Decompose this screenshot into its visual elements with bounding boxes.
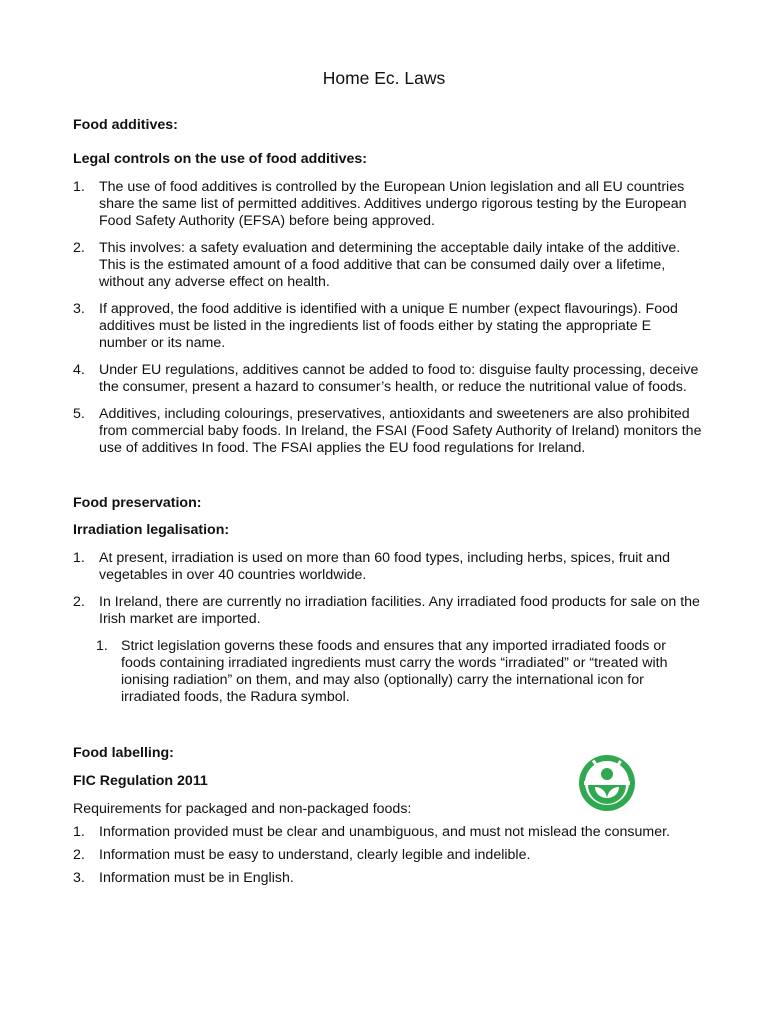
list-number: 1.: [73, 179, 85, 195]
page-title: Home Ec. Laws: [322, 68, 446, 88]
list-number: 1.: [73, 824, 85, 840]
list-number: 2.: [73, 240, 85, 256]
list-item: [73, 638, 703, 706]
list-number: 2.: [73, 594, 85, 610]
additives-list: [73, 179, 703, 457]
list-number: 3.: [73, 870, 85, 886]
preservation-list: [73, 550, 703, 628]
list-text: Information must be in English.: [99, 870, 294, 886]
preservation-sublist: [73, 638, 703, 706]
list-item: [73, 301, 703, 352]
list-text: The use of food additives is controlled by the European Union legislation and all EU countries share the same list of permitted additives. Additives undergo rigorous testing by the European Food Safety Authority (EFSA) before being approved.: [99, 179, 687, 229]
radura-icon: [578, 754, 636, 812]
preservation-subheading: Irradiation legalisation:: [73, 522, 230, 538]
list-number: 5.: [73, 406, 85, 422]
list-item: [73, 824, 703, 841]
list-text: Information must be easy to understand, clearly legible and indelible.: [99, 847, 531, 863]
list-number: 2.: [73, 847, 85, 863]
list-item: [73, 550, 703, 584]
list-text: This involves: a safety evaluation and determining the acceptable daily intake of the additive. This is the estimated amount of a food additive that can be consumed daily over a lifetime, without any adverse effect on health.: [99, 240, 681, 290]
list-number: 3.: [73, 301, 85, 317]
list-text: At present, irradiation is used on more than 60 food types, including herbs, spices, fruit and vegetables in over 40 countries worldwide.: [99, 550, 670, 583]
labelling-heading: Food labelling:: [73, 745, 174, 761]
list-item: [73, 179, 703, 230]
radura-center-dot: [601, 768, 613, 780]
additives-heading: Food additives:: [73, 117, 178, 133]
preservation-heading: Food preservation:: [73, 495, 202, 511]
list-text: In Ireland, there are currently no irradiation facilities. Any irradiated food products for sale on the Irish market are imported.: [99, 594, 700, 627]
list-text: If approved, the food additive is identified with a unique E number (expect flavourings). Food additives must be listed in the ingredients list of foods either by stating the appropriate E number or its name.: [99, 301, 678, 351]
list-number: 1.: [73, 550, 85, 566]
list-number: 1.: [96, 638, 108, 654]
list-text: Under EU regulations, additives cannot be added to food to: disguise faulty processing, deceive the consumer, present a hazard to consumer’s health, or reduce the nutritional value of foods.: [99, 362, 699, 395]
radura-gap: [584, 781, 630, 785]
list-item: [73, 240, 703, 291]
labelling-list: [73, 824, 703, 887]
list-item: [73, 847, 703, 864]
list-item: [73, 362, 703, 396]
list-text: Strict legislation governs these foods and ensures that any imported irradiated foods or foods containing irradiated ingredients must carry the words “irradiated” or “treated with ionising radiation” on them, and may also (optionally) carry the international icon for irradiated foods, the Radura symbol.: [121, 638, 668, 705]
labelling-subheading: FIC Regulation 2011: [73, 773, 208, 789]
list-item: [73, 594, 703, 628]
list-number: 4.: [73, 362, 85, 378]
list-text: Additives, including colourings, preservatives, antioxidants and sweeteners are also prohibited from commercial baby foods. In Ireland, the FSAI (Food Safety Authority of Ireland) monitors the use of additives In food. The FSAI applies the EU food regulations for Ireland.: [99, 406, 702, 456]
list-item: [73, 406, 703, 457]
list-item: [73, 870, 703, 887]
list-text: Information provided must be clear and unambiguous, and must not mislead the consumer.: [99, 824, 670, 840]
labelling-intro: Requirements for packaged and non-packaged foods:: [73, 801, 412, 817]
additives-subheading: Legal controls on the use of food additives:: [73, 151, 368, 167]
